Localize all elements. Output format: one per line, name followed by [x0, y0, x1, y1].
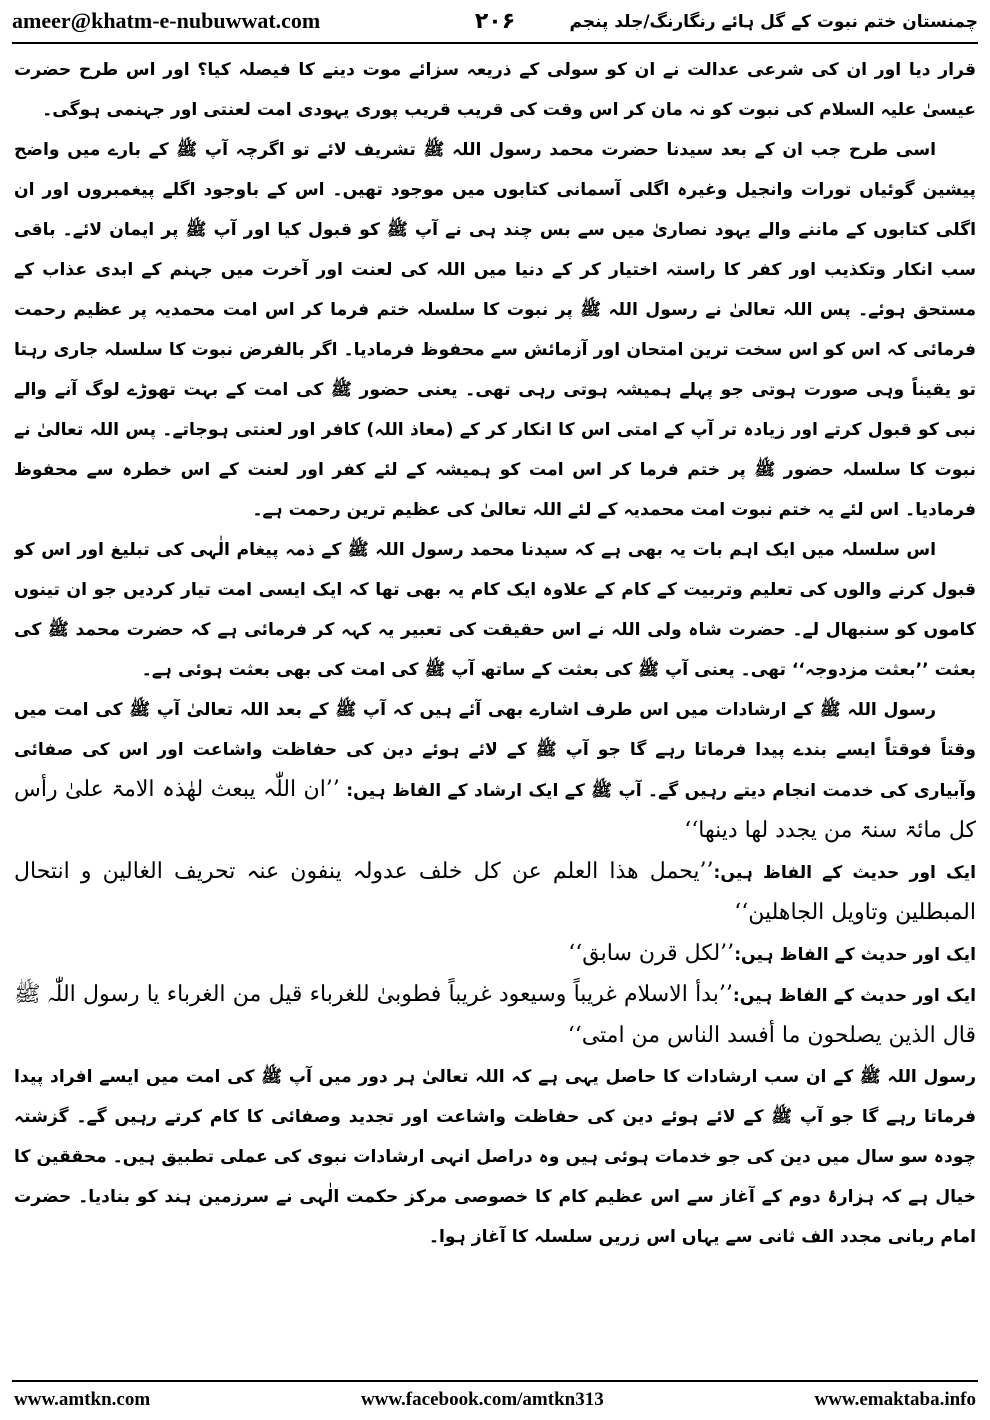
hadith-2-block: [14, 852, 976, 934]
hadith-4-intro: ایک اور حدیث کے الفاظ ہیں:: [732, 986, 976, 1006]
closing-paragraph: رسول اللہ ﷺ کے ان سب ارشادات کا حاصل یہی ہے کہ اللہ تعالیٰ ہر دور میں آپ ﷺ کی امت میں ایسے افراد پیدا فرماتا رہے گا جو آپ ﷺ کے لائے ہوئے دین کی حفاظت واشاعت اور تجدید وصفائی کا کام کرتے رہیں گے۔ گزشتہ چودہ سو سال میں دین کی جو خدمات ہوئی ہیں وہ دراصل انہی ارشادات نبوی کی عملی تطبیق ہیں۔ محققین کا خیال ہے کہ ہزارۂ دوم کے آغاز سے اس عظیم کام کا خصوصی مرکز حکمت الٰہی نے سرزمین ہند کو بنادیا۔ حضرت امام ربانی مجدد الف ثانی سے یہاں اس زریں سلسلہ کا آغاز ہوا۔: [14, 1067, 976, 1247]
footer-divider: [12, 1380, 978, 1382]
footer-link-facebook[interactable]: www.facebook.com/amtkn313: [360, 1389, 604, 1410]
paragraph-4: [14, 690, 976, 852]
page-body: [14, 50, 976, 1372]
header-divider: [12, 42, 978, 44]
hadith-3: ’’لکل قرن سابق‘‘: [568, 941, 735, 966]
paragraph-2: اسی طرح جب ان کے بعد سیدنا حضرت محمد رسول اللہ ﷺ تشریف لائے تو اگرچہ آپ ﷺ کے بارے میں واضح پیشین گوئیاں تورات وانجیل وغیرہ اگلی آسمانی کتابوں میں موجود تھیں۔ اس کے باوجود اگلے پیغمبروں اور ان اگلی کتابوں کے ماننے والے یہود نصاریٰ میں سے بس چند ہی نے آپ ﷺ کو قبول کیا اور آپ ﷺ پر ایمان لائے۔ باقی سب انکار وتکذیب اور کفر کا راستہ اختیار کر کے دنیا میں اللہ کی لعنت اور آخرت میں جہنم کے ابدی عذاب کے مستحق ہوئے۔ پس اللہ تعالیٰ نے رسول اللہ ﷺ پر نبوت کا سلسلہ ختم فرما کر اس امت محمدیہ پر عظیم رحمت فرمائی کہ اس کو اس سخت ترین امتحان اور آزمائش سے محفوظ فرمادیا۔ اگر بالفرض نبوت کا سلسلہ جاری رہتا تو یقیناً وہی صورت ہوتی جو پہلے ہمیشہ ہوتی رہی تھی۔ یعنی حضور ﷺ کی امت کے بہت تھوڑے لوگ آنے والے نبی کو قبول کرتے اور زیادہ تر آپ کے امتی اس کا انکار کر کے (معاذ اللہ) کافر اور لعنتی ہوجاتے۔ پس اللہ تعالیٰ نے نبوت کا سلسلہ حضور ﷺ پر ختم فرما کر اس امت کو ہمیشہ کے لئے کفر اور لعنت کے اس خطرہ سے محفوظ فرمادیا۔ اس لئے یہ ختم نبوت امت محمدیہ کے لئے اللہ تعالیٰ کی عظیم ترین رحمت ہے۔: [14, 140, 976, 520]
hadith-2: ’’یحمل ھذا العلم عن کل خلف عدولہ ینفون عنہ تحریف الغالین و انتحال المبطلین وتاویل الجاھلین‘‘: [14, 859, 976, 925]
paragraph-3: اس سلسلہ میں ایک اہم بات یہ بھی ہے کہ سیدنا محمد رسول اللہ ﷺ کے ذمہ پیغام الٰہی کی تبلیغ اور اس کو قبول کرنے والوں کی تعلیم وتربیت کے کام کے علاوہ ایک کام یہ بھی تھا کہ ایک ایسی امت تیار کردیں جو ان تینوں کاموں کو سنبھال لے۔ حضرت شاہ ولی اللہ نے اس حقیقت کی تعبیر یہ کہہ کر فرمائی ہے کہ حضرت محمد ﷺ کی بعثت ’’بعثت مزدوجہ‘‘ تھی۔ یعنی آپ ﷺ کی بعثت کے ساتھ آپ ﷺ کی امت کی بھی بعثت ہوئی ہے۔: [14, 540, 976, 680]
hadith-3-block: [14, 934, 976, 975]
hadith-3-intro: ایک اور حدیث کے الفاظ ہیں:: [734, 945, 976, 965]
hadith-4-block: [14, 975, 976, 1057]
page-number: ۲۰۶: [474, 8, 516, 34]
book-title: چمنستان ختم نبوت کے گل ہائے رنگارنگ/جلد پنجم: [569, 11, 978, 32]
hadith-2-intro: ایک اور حدیث کے الفاظ ہیں:: [713, 863, 976, 883]
paragraph-1: قرار دیا اور ان کی شرعی عدالت نے ان کو سولی کے ذریعہ سزائے موت دینے کا فیصلہ کیا؟ اور اس طرح حضرت عیسیٰ علیہ السلام کی نبوت کو نہ مان کر اس وقت کی قریب قریب پوری یہودی امت لعنتی اور جہنمی ہوگی۔: [14, 60, 976, 120]
footer-link-amtkn[interactable]: www.amtkn.com: [14, 1389, 151, 1410]
hadith-1: ’’ان اللّٰہ یبعث لھٰذہ الامۃ علیٰ رأس کل مائۃ سنۃ من یجدد لھا دینھا‘‘: [14, 777, 976, 843]
hadith-4: ’’بدأ الاسلام غریباً وسیعود غریباً فطوبیٰ للغرباء قیل من الغرباء یا رسول اللّٰہ ﷺ قال الذین یصلحون ما أفسد الناس من امتی‘‘: [14, 982, 976, 1048]
paragraph-4-text: رسول اللہ ﷺ کے ارشادات میں اس طرف اشارے بھی آئے ہیں کہ آپ ﷺ کے بعد اللہ تعالیٰ آپ ﷺ کی امت میں وقتاً فوقتاً ایسے بندے پیدا فرماتا رہے گا جو آپ ﷺ کے لائے ہوئے دین کی حفاظت واشاعت اور اس کی صفائی وآبیاری کی خدمت انجام دیتے رہیں گے۔ آپ ﷺ کے ایک ارشاد کے الفاظ ہیں:: [14, 700, 976, 801]
footer-link-emaktaba[interactable]: www.emaktaba.info: [814, 1389, 976, 1410]
page-header: [12, 4, 978, 38]
header-email: ameer@khatm-e-nubuwwat.com: [12, 8, 321, 33]
page-footer: [14, 1386, 976, 1414]
